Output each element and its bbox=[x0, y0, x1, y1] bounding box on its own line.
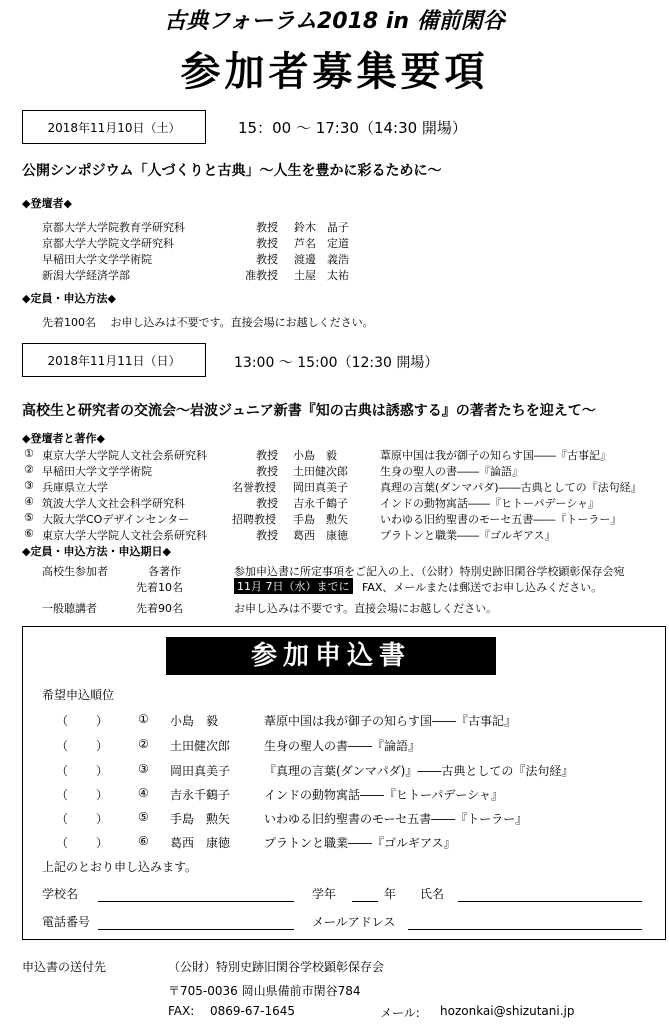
general-label: 一般聴講者 bbox=[42, 602, 97, 615]
day1-speaker-title: 教授 bbox=[256, 237, 278, 250]
day2-speaker-work: 生身の聖人の書――『論語』 bbox=[380, 465, 523, 478]
mail-label: メール: bbox=[380, 1006, 420, 1020]
fax-number: 0869-67-1645 bbox=[210, 1004, 296, 1018]
form-row-num: ④ bbox=[138, 786, 149, 800]
day2-speaker-name: 葛西 康徳 bbox=[293, 529, 348, 542]
preference-paren-open: （ bbox=[56, 714, 69, 728]
day1-speaker-name: 芦名 定道 bbox=[294, 237, 349, 250]
email-label: メールアドレス bbox=[312, 915, 396, 929]
day1-speaker-title: 准教授 bbox=[245, 269, 278, 282]
form-row-work: いわゆる旧約聖書のモーセ五書――『トーラー』 bbox=[264, 812, 528, 826]
day2-speaker-name: 岡田真美子 bbox=[293, 481, 348, 494]
day2-speaker-title: 教授 bbox=[256, 529, 278, 542]
preference-paren-close: ） bbox=[96, 836, 109, 850]
day1-speaker-name: 土屋 太祐 bbox=[294, 269, 349, 282]
send-to-label: 申込書の送付先 bbox=[22, 960, 107, 974]
email-field[interactable] bbox=[408, 916, 642, 930]
preference-paren-close: ） bbox=[96, 739, 109, 753]
school-label: 学校名 bbox=[42, 887, 79, 901]
day2-speaker-affiliation: 早稲田大学文学学術院 bbox=[42, 465, 152, 478]
preference-paren-close: ） bbox=[96, 764, 109, 778]
preference-paren-close: ） bbox=[96, 812, 109, 826]
preference-input[interactable] bbox=[72, 784, 98, 800]
day1-speakers-heading: ◆登壇者◆ bbox=[22, 197, 72, 210]
name-field[interactable] bbox=[458, 888, 642, 902]
form-row-num: ① bbox=[138, 712, 149, 726]
form-row-name: 手島 勲矢 bbox=[170, 812, 231, 826]
form-row-work: インドの動物寓話――『ヒトーパデーシャ』 bbox=[264, 788, 503, 802]
general-count: 先着90名 bbox=[136, 602, 183, 615]
organization-name: （公財）特別史跡旧閑谷学校顕彰保存会 bbox=[168, 960, 385, 974]
preference-label: 希望申込順位 bbox=[42, 688, 115, 702]
high-school-label: 高校生参加者 bbox=[42, 565, 108, 578]
day2-speaker-name: 土田健次郎 bbox=[293, 465, 348, 478]
form-row-name: 岡田真美子 bbox=[170, 764, 231, 778]
day2-speaker-title: 教授 bbox=[256, 497, 278, 510]
form-row-num: ③ bbox=[138, 762, 149, 776]
form-row-name: 吉永千鶴子 bbox=[170, 788, 231, 802]
general-text: お申し込みは不要です。直接会場にお越しください。 bbox=[234, 602, 498, 615]
day1-speaker-title: 教授 bbox=[256, 253, 278, 266]
day2-speaker-num: ⑤ bbox=[24, 511, 34, 524]
day1-speaker-name: 渡邊 義浩 bbox=[294, 253, 349, 266]
day2-speaker-title: 招聘教授 bbox=[232, 513, 276, 526]
preference-paren-close: ） bbox=[96, 788, 109, 802]
form-row-name: 葛西 康徳 bbox=[170, 836, 231, 850]
preference-paren-open: （ bbox=[56, 812, 69, 826]
day2-date: 2018年11月11日（日） bbox=[47, 354, 181, 368]
form-row-name: 小島 毅 bbox=[170, 714, 219, 728]
day1-capacity-heading: ◆定員・申込方法◆ bbox=[22, 292, 116, 305]
day1-speaker-name: 鈴木 晶子 bbox=[294, 221, 349, 234]
day2-time: 13:00 ～ 15:00（12:30 開場） bbox=[234, 355, 439, 371]
preference-paren-open: （ bbox=[56, 739, 69, 753]
high-school-count: 先着10名 bbox=[136, 581, 183, 594]
day2-speaker-num: ③ bbox=[24, 479, 34, 492]
preference-input[interactable] bbox=[72, 735, 98, 751]
day2-speaker-work: プラトンと職業――『ゴルギアス』 bbox=[380, 529, 556, 542]
preference-input[interactable] bbox=[72, 808, 98, 824]
day1-speaker-affiliation: 京都大学大学院文学研究科 bbox=[42, 237, 174, 250]
grade-unit: 年 bbox=[384, 887, 397, 901]
form-row-work: 葦原中国は我が御子の知らす国――『古事記』 bbox=[264, 714, 517, 728]
preference-paren-open: （ bbox=[56, 836, 69, 850]
high-school-text2: FAX、メールまたは郵送でお申し込みください。 bbox=[362, 581, 603, 594]
day2-session-title: 高校生と研究者の交流会～岩波ジュニア新書『知の古典は誘惑する』の著者たちを迎えて～ bbox=[22, 403, 596, 419]
day2-speaker-work: 葦原中国は我が御子の知らす国――『古事記』 bbox=[380, 449, 611, 462]
form-row-work: プラトンと職業――『ゴルギアス』 bbox=[264, 836, 456, 850]
fax-label: FAX: bbox=[168, 1004, 195, 1018]
day2-speaker-title: 名誉教授 bbox=[232, 481, 276, 494]
form-row-num: ⑤ bbox=[138, 810, 149, 824]
form-row-num: ⑥ bbox=[138, 834, 149, 848]
high-school-each: 各著作 bbox=[148, 565, 181, 578]
day2-speaker-title: 教授 bbox=[256, 449, 278, 462]
day2-capacity-heading: ◆定員・申込方法・申込期日◆ bbox=[22, 545, 171, 558]
event-title: 古典フォーラム2018 in 備前閑谷 bbox=[164, 9, 505, 34]
confirm-text: 上記のとおり申し込みます。 bbox=[42, 860, 198, 874]
high-school-text1: 参加申込書に所定事項をご記入の上、（公財）特別史跡旧閑谷学校顕彰保存会宛 bbox=[234, 565, 625, 578]
grade-field[interactable] bbox=[352, 888, 378, 902]
form-row-work: 『真理の言葉(ダンマパダ)』――古典としての『法句経』 bbox=[264, 764, 574, 778]
form-row-work: 生身の聖人の書――『論語』 bbox=[264, 739, 421, 753]
preference-input[interactable] bbox=[72, 760, 98, 776]
preference-input[interactable] bbox=[72, 710, 98, 726]
phone-label: 電話番号 bbox=[42, 915, 91, 929]
day2-speaker-affiliation: 筑波大学人文社会科学研究科 bbox=[42, 497, 185, 510]
day1-speaker-affiliation: 早稲田大学文学学術院 bbox=[42, 253, 152, 266]
name-label: 氏名 bbox=[420, 887, 445, 901]
day2-speaker-work: いわゆる旧約聖書のモーセ五書――『トーラー』 bbox=[380, 513, 622, 526]
preference-paren-open: （ bbox=[56, 764, 69, 778]
form-row-name: 土田健次郎 bbox=[170, 739, 231, 753]
mail-address[interactable]: hozonkai@shizutani.jp bbox=[440, 1004, 575, 1018]
preference-paren-open: （ bbox=[56, 788, 69, 802]
day2-speaker-affiliation: 兵庫県立大学 bbox=[42, 481, 108, 494]
grade-label: 学年 bbox=[312, 887, 337, 901]
deadline-badge: 11月 7日（水）までに bbox=[234, 578, 353, 594]
day2-speaker-work: 真理の言葉(ダンマパダ)――古典としての『法句経』 bbox=[380, 481, 642, 494]
day2-speaker-work: インドの動物寓話――『ヒトーパデーシャ』 bbox=[380, 497, 600, 510]
preference-paren-close: ） bbox=[96, 714, 109, 728]
postal-address: 〒705-0036 岡山県備前市閑谷784 bbox=[168, 984, 361, 998]
phone-field[interactable] bbox=[98, 916, 294, 930]
day2-speaker-name: 小島 毅 bbox=[293, 449, 337, 462]
day1-capacity-text: 先着100名 お申し込みは不要です。直接会場にお越しください。 bbox=[42, 316, 374, 329]
day2-speakers-heading: ◆登壇者と著作◆ bbox=[22, 432, 105, 445]
day1-symposium-title: 公開シンポジウム「人づくりと古典」～人生を豊かに彩るために～ bbox=[22, 163, 442, 179]
day2-speaker-name: 吉永千鶴子 bbox=[293, 497, 348, 510]
day2-speaker-num: ① bbox=[24, 447, 34, 460]
day1-date: 2018年11月10日（土） bbox=[47, 121, 181, 135]
day2-speaker-title: 教授 bbox=[256, 465, 278, 478]
day2-speaker-name: 手島 勲矢 bbox=[293, 513, 348, 526]
day1-speaker-title: 教授 bbox=[256, 221, 278, 234]
day2-speaker-affiliation: 東京大学大学院人文社会系研究科 bbox=[42, 529, 207, 542]
day2-speaker-num: ⑥ bbox=[24, 527, 34, 540]
day2-speaker-affiliation: 東京大学大学院人文社会系研究科 bbox=[42, 449, 207, 462]
day2-speaker-num: ② bbox=[24, 463, 34, 476]
day1-speaker-affiliation: 新潟大学経済学部 bbox=[42, 269, 130, 282]
form-title: 参加申込書 bbox=[166, 637, 496, 675]
day1-time: 15：00 ～ 17:30（14:30 開場） bbox=[238, 119, 467, 137]
day2-speaker-num: ④ bbox=[24, 495, 34, 508]
day2-speaker-affiliation: 大阪大学COデザインセンター bbox=[42, 513, 190, 526]
preference-input[interactable] bbox=[72, 832, 98, 848]
doc-title: 参加者募集要項 bbox=[180, 49, 489, 95]
school-field[interactable] bbox=[98, 888, 294, 902]
day1-speaker-affiliation: 京都大学大学院教育学研究科 bbox=[42, 221, 185, 234]
form-row-num: ② bbox=[138, 737, 149, 751]
